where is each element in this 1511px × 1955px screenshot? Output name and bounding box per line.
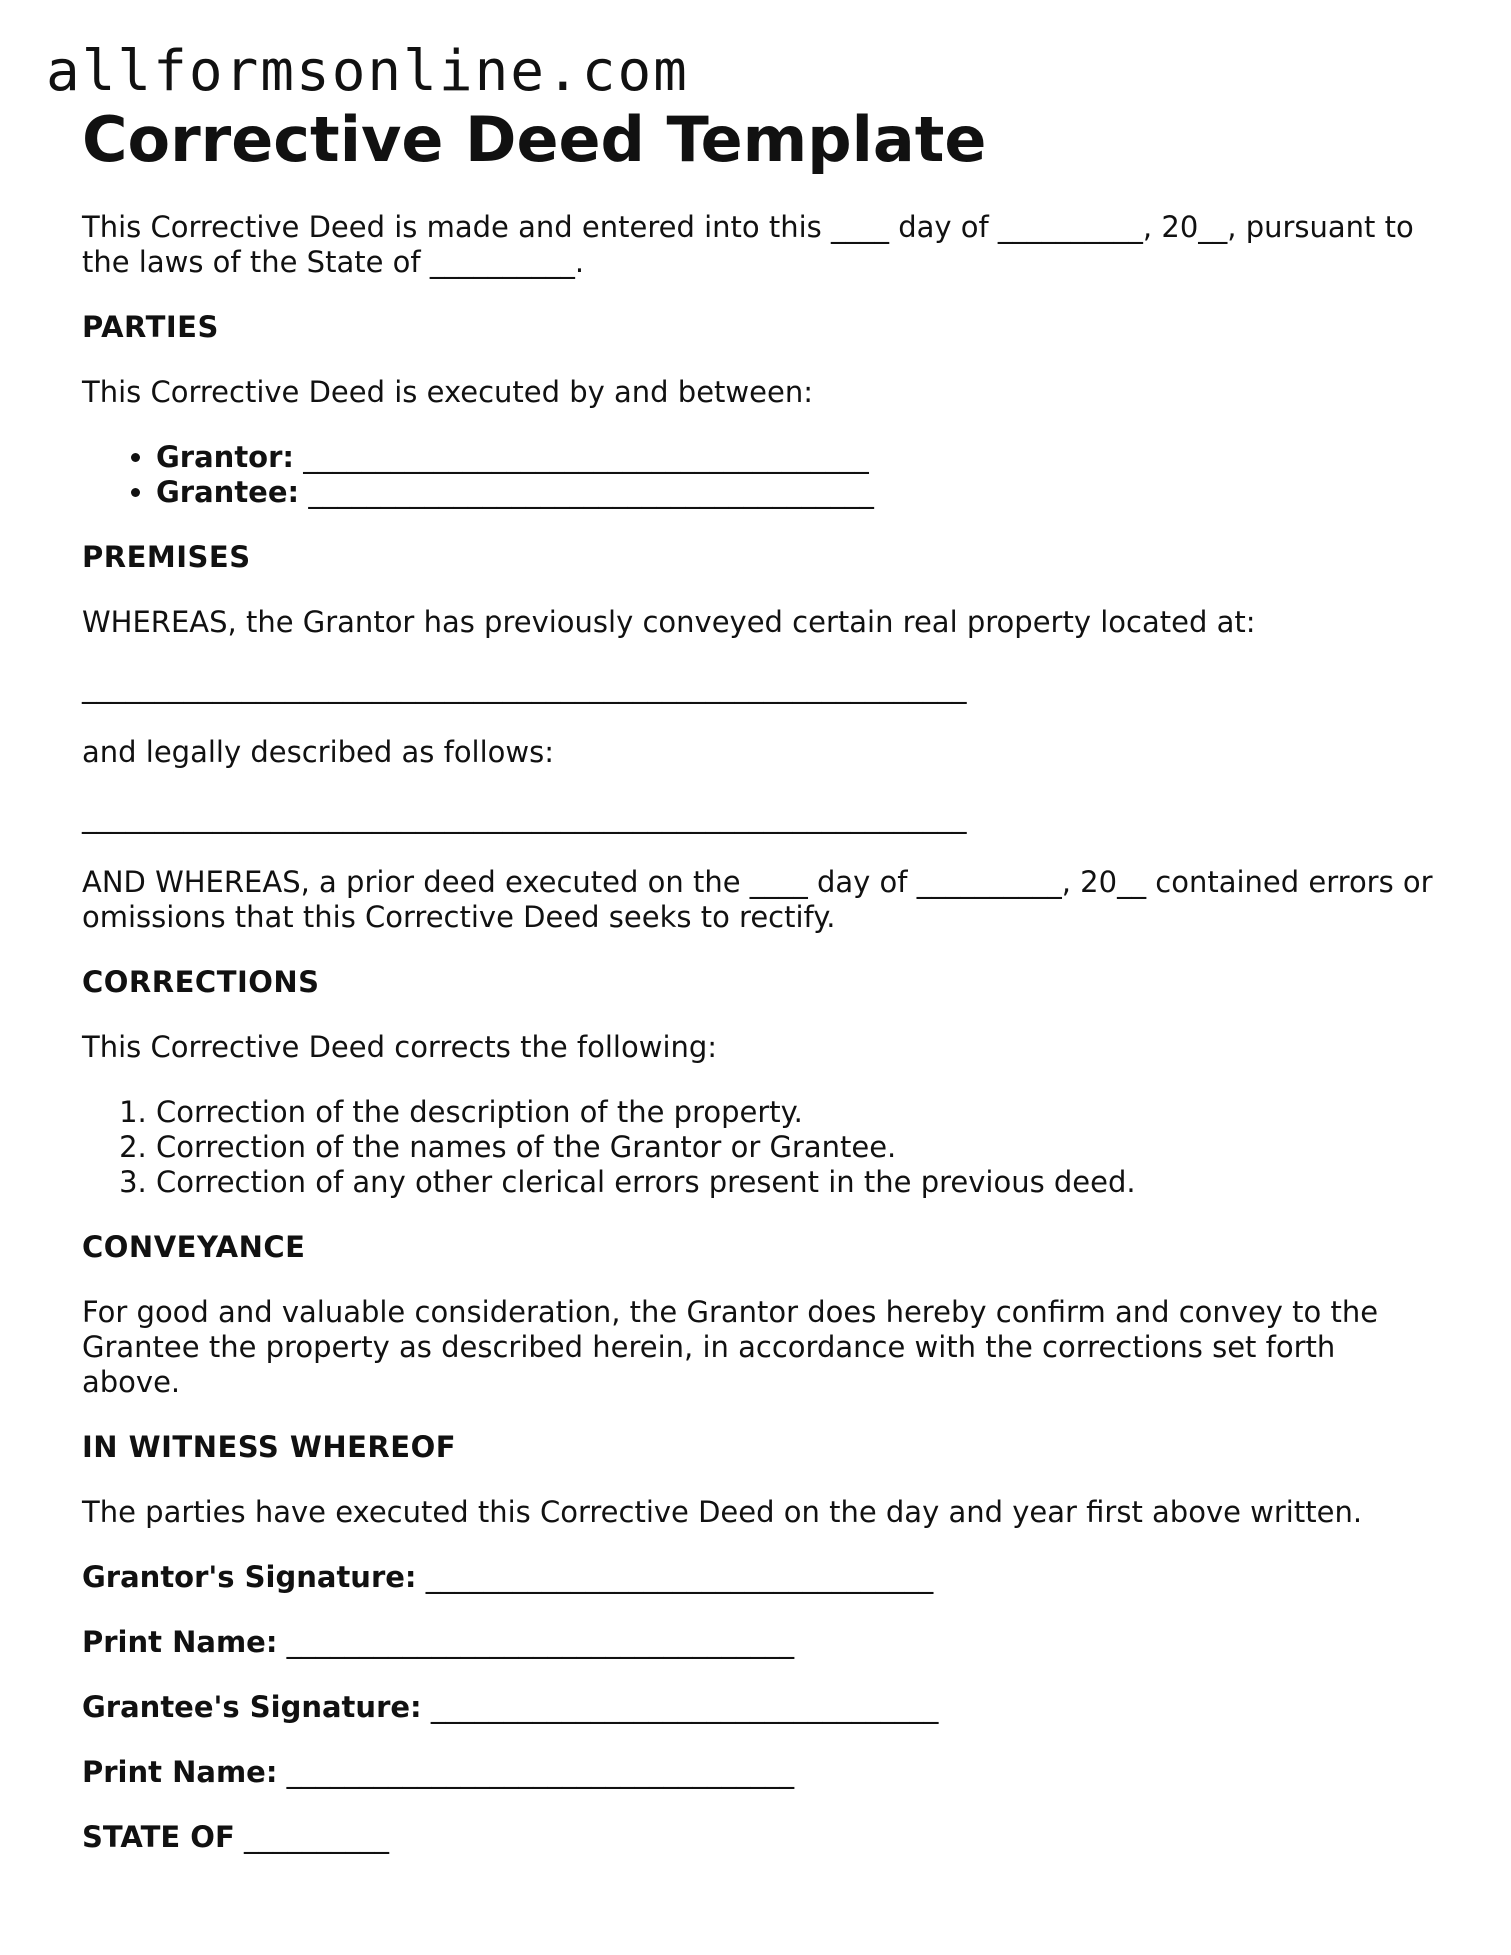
state-of-blank[interactable]: __________ <box>243 1820 389 1854</box>
grantee-label: Grantee: <box>156 475 300 509</box>
state-of-row <box>82 1820 1442 1855</box>
list-item <box>156 440 1442 475</box>
list-item: 3. Correction of any other clerical errors present in the previous deed. <box>156 1165 1442 1200</box>
grantee-print-name-label: Print Name: <box>82 1755 278 1789</box>
list-item <box>156 475 1442 510</box>
conveyance-heading: CONVEYANCE <box>82 1230 306 1264</box>
grantee-signature-row <box>82 1690 1442 1725</box>
property-location-blank[interactable]: _____________________________________________________________ <box>82 670 967 704</box>
watermark: allformsonline.com <box>46 39 689 104</box>
grantor-label: Grantor: <box>156 440 295 474</box>
grantor-blank[interactable]: _______________________________________ <box>303 440 869 474</box>
grantor-print-name-blank[interactable]: ___________________________________ <box>286 1625 795 1659</box>
witness-text: The parties have executed this Corrective Deed on the day and year first above written. <box>82 1495 1363 1529</box>
grantee-print-name-blank[interactable]: ___________________________________ <box>286 1755 795 1789</box>
list-item: 1. Correction of the description of the property. <box>156 1095 1442 1130</box>
corrections-list <box>82 1095 1442 1200</box>
parties-list <box>82 440 1442 510</box>
witness-heading: IN WITNESS WHEREOF <box>82 1430 457 1464</box>
prior-deed-text: AND WHEREAS, a prior deed executed on the ____ day of __________, 20__ contained errors or omissions that this Corrective Deed seeks to rectify. <box>82 865 1433 934</box>
grantee-signature-blank[interactable]: ___________________________________ <box>430 1690 939 1724</box>
grantor-print-name-label: Print Name: <box>82 1625 278 1659</box>
grantor-signature-blank[interactable]: ___________________________________ <box>425 1560 934 1594</box>
grantor-signature-label: Grantor's Signature: <box>82 1560 417 1594</box>
premises-text: WHEREAS, the Grantor has previously conveyed certain real property located at: <box>82 605 1256 639</box>
conveyance-text: For good and valuable consideration, the Grantor does hereby confirm and convey to the Grantee the property as described herein, in accordance with the corrections set forth above. <box>82 1295 1379 1399</box>
grantee-blank[interactable]: _______________________________________ <box>308 475 874 509</box>
legal-description-blank[interactable]: _____________________________________________________________ <box>82 800 967 834</box>
parties-heading: PARTIES <box>82 310 219 344</box>
parties-text: This Corrective Deed is executed by and between: <box>82 375 813 409</box>
state-of-label: STATE OF <box>82 1820 235 1854</box>
document-body <box>82 104 1442 1885</box>
corrections-text: This Corrective Deed corrects the following: <box>82 1030 718 1064</box>
grantee-print-name-row <box>82 1755 1442 1790</box>
grantor-signature-row <box>82 1560 1442 1595</box>
grantee-signature-label: Grantee's Signature: <box>82 1690 422 1724</box>
list-item: 2. Correction of the names of the Grantor or Grantee. <box>156 1130 1442 1165</box>
legal-description-text: and legally described as follows: <box>82 735 555 769</box>
document-title: Corrective Deed Template <box>82 103 987 176</box>
intro-paragraph: This Corrective Deed is made and entered into this ____ day of __________, 20__, pursuant to the laws of the State of __________. <box>82 210 1414 279</box>
grantor-print-name-row <box>82 1625 1442 1660</box>
corrections-heading: CORRECTIONS <box>82 965 320 999</box>
premises-heading: PREMISES <box>82 540 251 574</box>
